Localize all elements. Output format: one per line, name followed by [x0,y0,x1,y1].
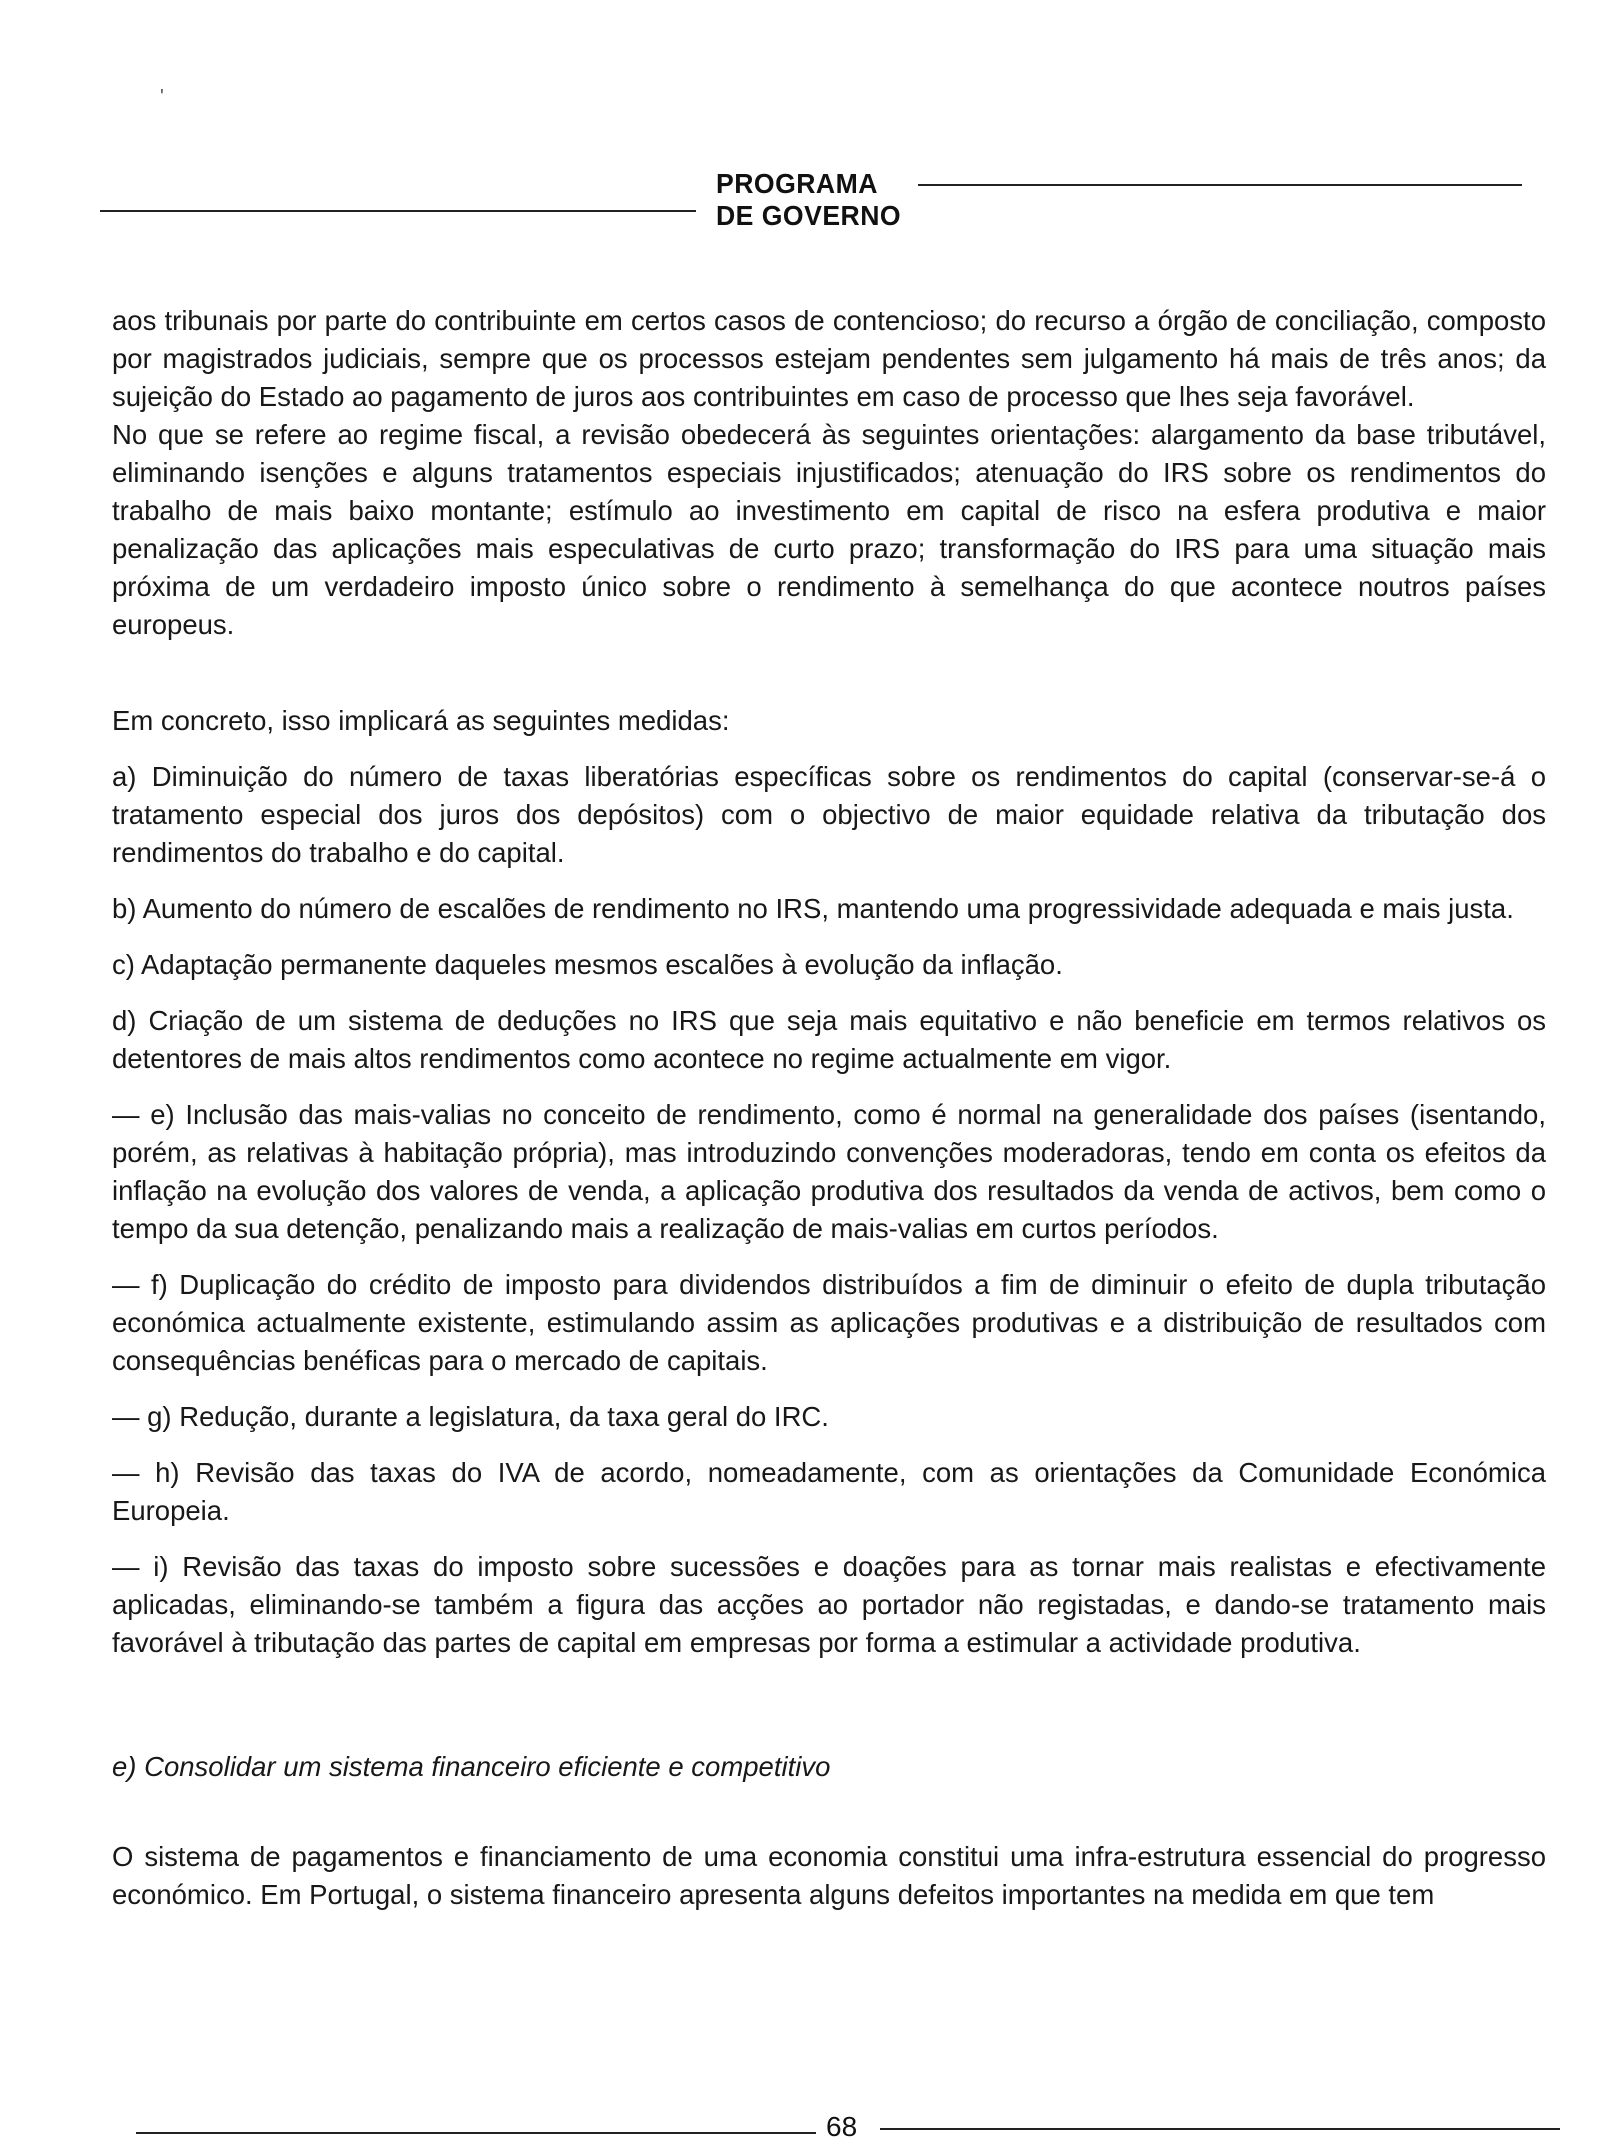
page-number: 68 [826,2111,858,2142]
paragraph-2: No que se refere ao regime fiscal, a revisão obedecerá às seguintes orientações: alargamento da base tributável, eliminando isenções e alguns tratamentos especiais injustificados; atenuação do IRS sobre os rendimentos do trabalho de mais baixo montante; estímulo ao investimento em capital de risco na esfera produtiva e maior penalização das aplicações mais especulativas de curto prazo; transformação do IRS para uma situação mais próxima de um verdadeiro imposto único sobre o rendimento à semelhança do que acontece noutros países europeus. [112,419,1546,640]
paragraph-3: Em concreto, isso implicará as seguintes medidas: [112,705,730,736]
header-title [716,168,901,232]
footer-rule-left [136,2132,816,2134]
measure-a: a) Diminuição do número de taxas liberatórias específicas sobre os rendimentos do capital (conservar-se-á o tratamento especial dos juros dos depósitos) com o objectivo de maior equidade relativa da tributação dos rendimentos do trabalho e do capital. [112,761,1546,868]
paragraph-1: aos tribunais por parte do contribuinte em certos casos de contencioso; do recurso a órgão de conciliação, composto por magistrados judiciais, sempre que os processos estejam pendentes sem julgamento há mais de três anos; da sujeição do Estado ao pagamento de juros aos contribuintes em caso de processo que lhes seja favorável. [112,305,1546,412]
measure-f: — f) Duplicação do crédito de imposto para dividendos distribuídos a fim de diminuir o efeito de dupla tributação económica actualmente existente, estimulando assim as aplicações produtivas e a distribuição de resultados com consequências benéficas para o mercado de capitais. [112,1269,1546,1376]
header-rule-left [100,210,696,212]
measure-b: b) Aumento do número de escalões de rendimento no IRS, mantendo uma progressividade adequada e mais justa. [112,893,1514,924]
measure-d: d) Criação de um sistema de deduções no IRS que seja mais equitativo e não beneficie em termos relativos os detentores de mais altos rendimentos como acontece no regime actualmente em vigor. [112,1005,1546,1074]
measure-h: — h) Revisão das taxas do IVA de acordo, nomeadamente, com as orientações da Comunidade Económica Europeia. [112,1457,1546,1526]
page-header [0,168,1600,238]
footer-rule-right [880,2128,1560,2130]
body-text [112,302,1546,1914]
measure-i: — i) Revisão das taxas do imposto sobre sucessões e doações para as tornar mais realistas e efectivamente aplicadas, eliminando-se também a figura das acções ao portador não registadas, e dando-se tratamento mais favorável à tributação das partes de capital em empresas por forma a estimular a actividade produtiva. [112,1551,1546,1658]
header-title-line-2: DE GOVERNO [716,200,902,231]
page-footer [0,2112,1600,2142]
header-title-line-1: PROGRAMA [716,168,878,199]
measure-e: — e) Inclusão das mais-valias no conceito de rendimento, como é normal na generalidade dos países (isentando, porém, as relativas à habitação própria), mas introduzindo convenções moderadoras, tendo em conta os efeitos da inflação na evolução dos valores de venda, a aplicação produtiva dos resultados da venda de activos, bem como o tempo da sua detenção, penalizando mais a realização de mais-valias em curtos períodos. [112,1099,1546,1244]
measure-g: — g) Redução, durante a legislatura, da taxa geral do IRC. [112,1401,829,1432]
section-heading: e) Consolidar um sistema financeiro eficiente e competitivo [112,1751,831,1782]
scan-speck: ' [160,86,164,108]
closing-paragraph: O sistema de pagamentos e financiamento de uma economia constitui uma infra-estrutura essencial do progresso económico. Em Portugal, o sistema financeiro apresenta alguns defeitos importantes na medida em que tem [112,1841,1546,1910]
measure-c: c) Adaptação permanente daqueles mesmos escalões à evolução da inflação. [112,949,1063,980]
header-rule-right [918,184,1522,186]
